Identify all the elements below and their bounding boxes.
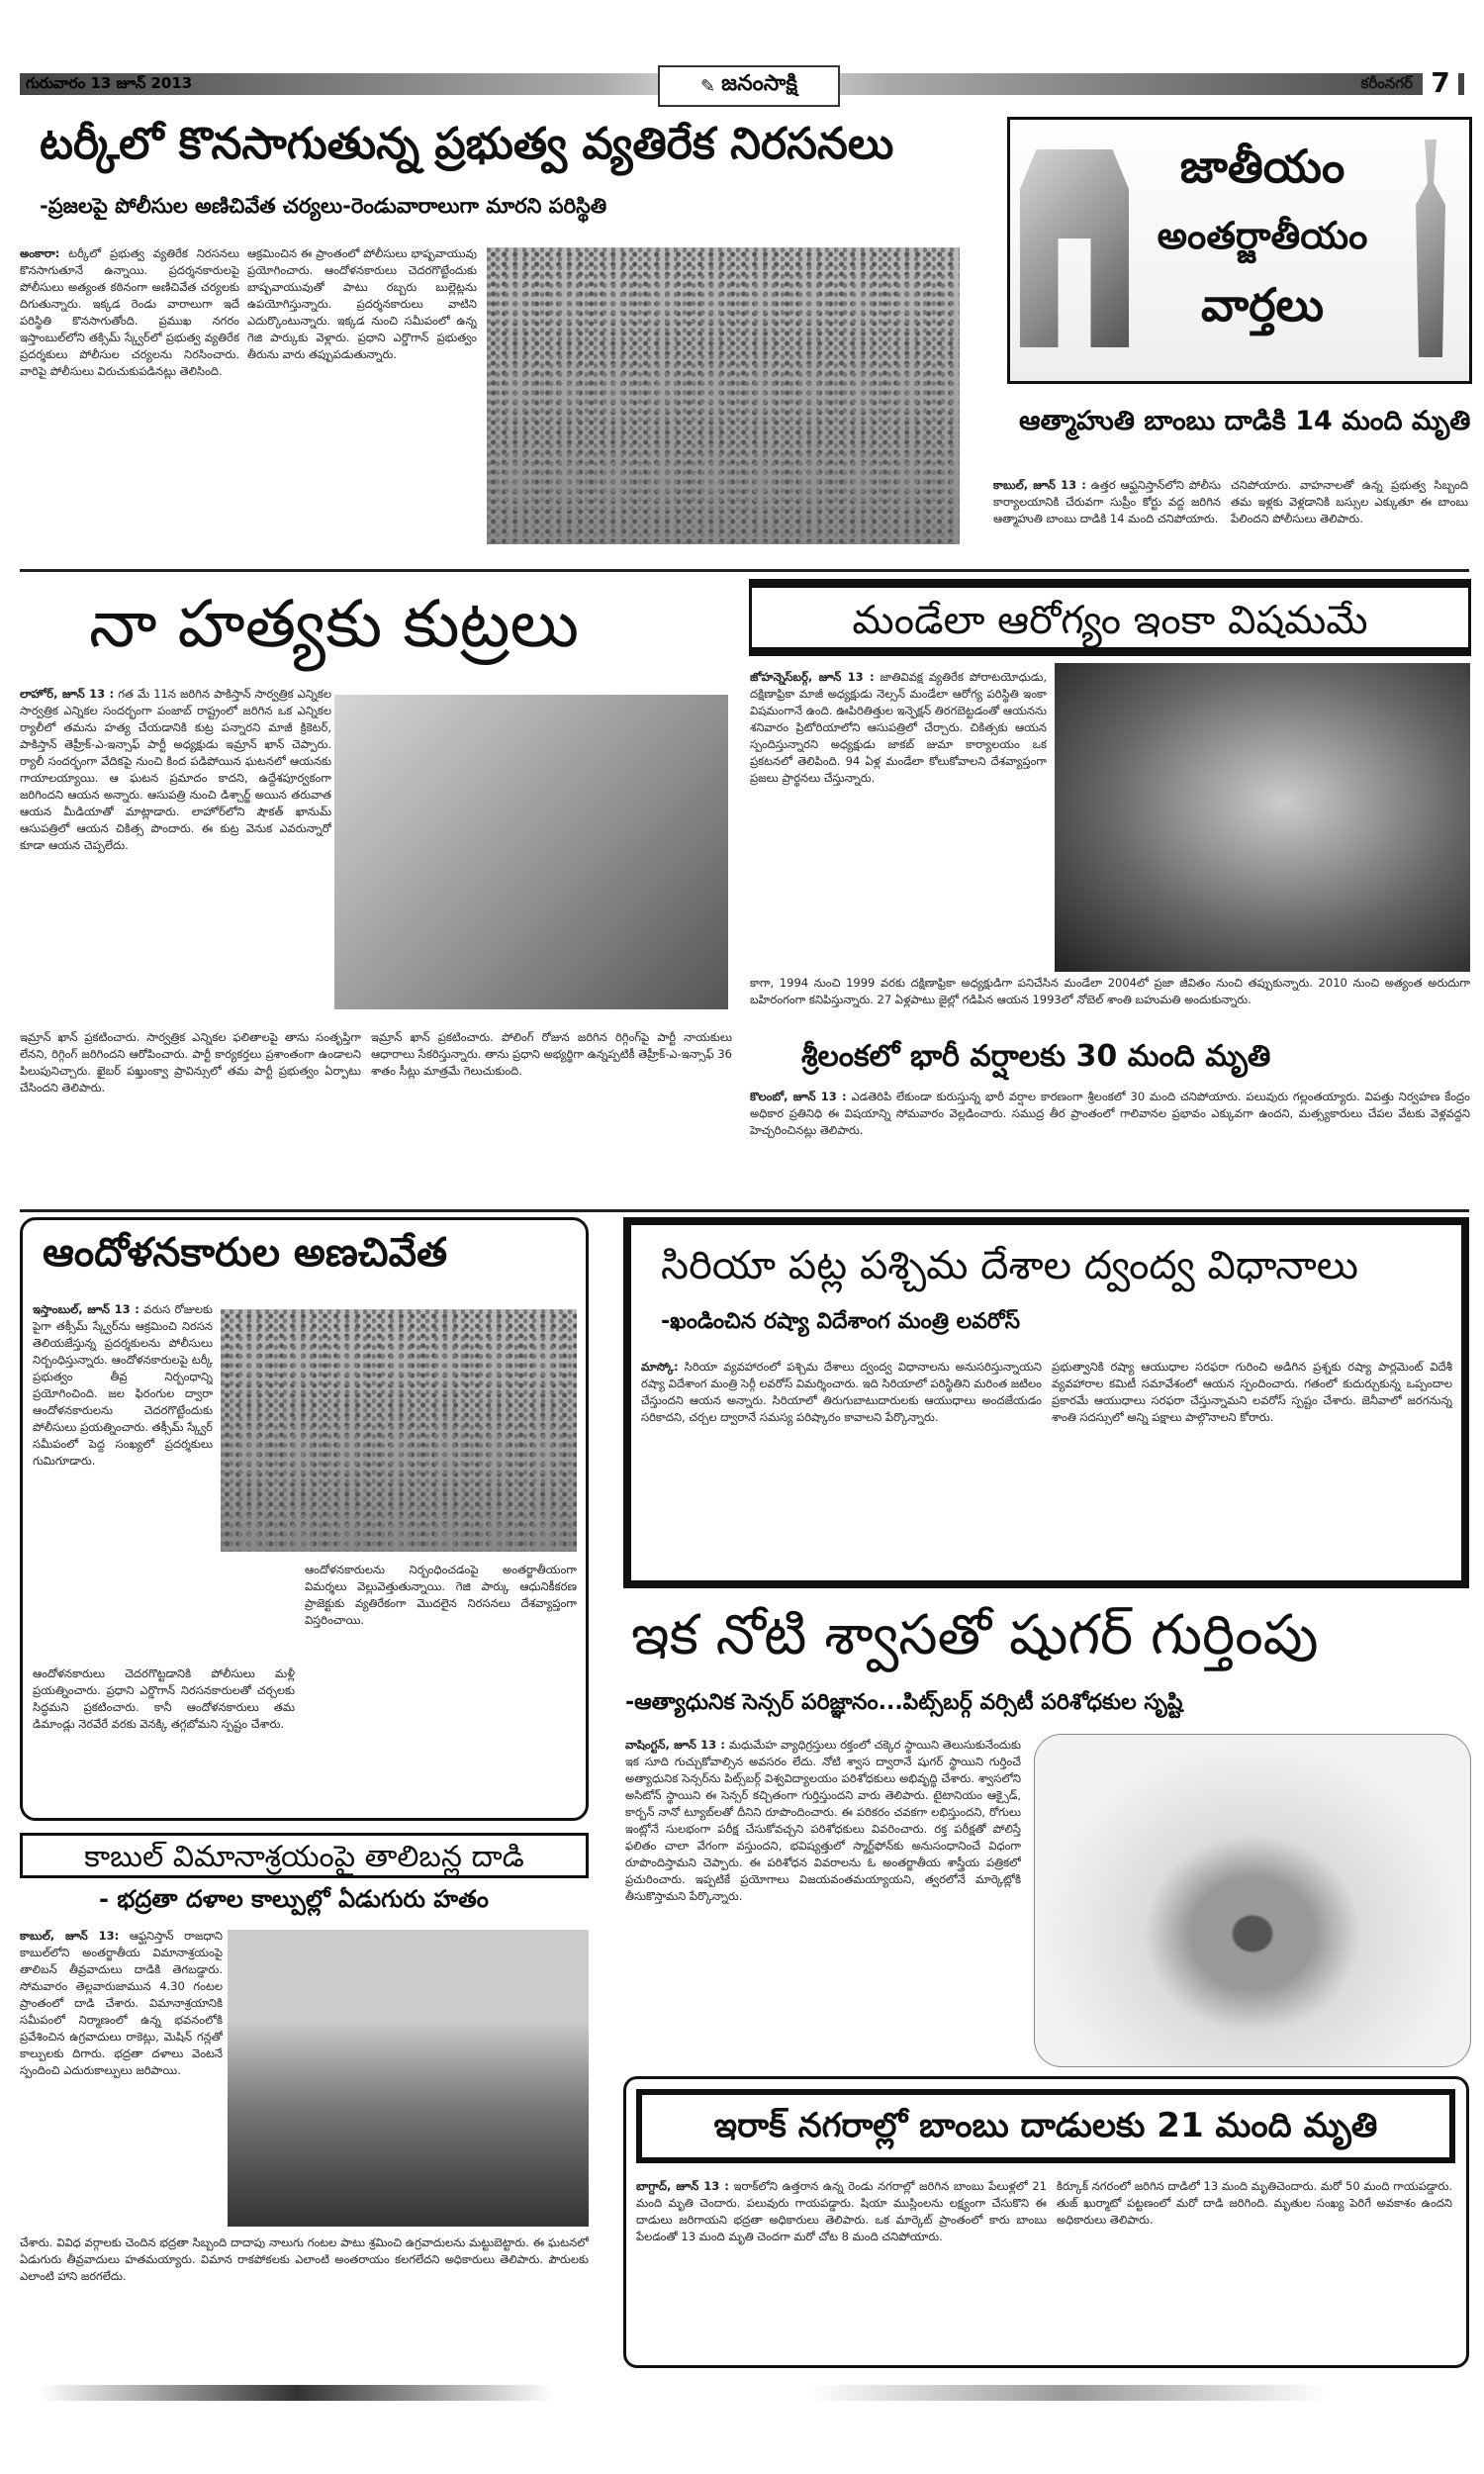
kabul-airport-soldiers-photo (228, 1930, 589, 2227)
iraq-dateline: బాగ్దాద్, జూన్ 13 : (636, 2179, 729, 2193)
page-number: 7 (1423, 63, 1458, 103)
sugar-subhead: -ఆత్యాధునిక సెన్సర్ పరిజ్ఞానం...పిట్స్‌బర్గ్ వర్సిటీ పరిశోధకుల సృష్టి (625, 1690, 1183, 1715)
kabul-airport-col2: చేశారు. వివిధ వర్గాలకు చెందిన భద్రతా సిబ్బంది దాదాపు నాలుగు గంటల పాటు శ్రమించి ఉగ్రవాదులను మట్టుబెట్టారు. ఈ ఘటనలో ఏడుగురు తీవ్రవాదులు హతమయ్యారు. విమాన రాకపోకలకు ఎలాంటి అంతరాయం కలగలేదని అధికారులు తెలిపారు. పౌరులకు ఎలాంటి హాని జరగలేదు. (20, 2236, 589, 2283)
protesters-photo (221, 1309, 577, 1552)
divider (20, 569, 1469, 572)
edition-name: కరీంనగర్ (1360, 74, 1413, 92)
turkey-subhead: -ప్రజలపై పోలీసుల అణిచివేత చర్యలు-రెండువారాలుగా మారని పరిస్థితి (40, 194, 607, 218)
protesters-dateline: ఇస్తాంబుల్, జూన్ 13 : (33, 1302, 139, 1316)
protesters-headline: ఆందోళనకారుల అణచివేత (43, 1230, 448, 1276)
mandela-wide-text: కాగా, 1994 నుంచి 1999 వరకు దక్షిణాఫ్రికా అధ్యక్షుడిగా పనిచేసిన మండేలా 2004లో ప్రజా జీవితం నుంచి తప్పుకున్నారు. 2010 నుంచి అత్యంత అరుదుగా బహిరంగంగా కనిపిస్తున్నారు. 27 ఏళ్లపాటు జైల్లో గడిపిన ఆయన 1993లో నోబెల్ శాంతి బహుమతి అందుకున్నారు. (750, 976, 1470, 1006)
india-gate-icon (1020, 149, 1129, 347)
syria-col1: మాస్కో: సిరియా వ్యవహారంలో పశ్చిమ దేశాలు ద్వంద్వ విధానాలను అనుసరిస్తున్నాయని రష్యా విదేశాంగ మంత్రి సెర్గీ లవరోస్ విమర్శించారు. ఇది సిరియాలో పరిస్థితిని మరింత జటిలం చేస్తుందని ఆయన అన్నారు. సిరియాలో తిరుగుబాటుదారులకు ఆయుధాలు అందజేయడం సరికాదని, చర్చల ద్వారానే సమస్య పరిష్కారం కావాలని పేర్కొన్నారు. (641, 1360, 1042, 1424)
syria-box (623, 1217, 1469, 1588)
footer-bar-left (40, 2385, 554, 2401)
kabul-blast-col1: కాబుల్, జూన్ 13 : ఉత్తర ఆఫ్ఘనిస్తాన్‌లోని పోలీసు కార్యాలయానికి చేరువగా సుప్రీం కోర్టు వద్ద జరిగిన ఆత్మాహుతి బాంబు దాడికి 14 మంది చనిపోయారు. (993, 478, 1221, 525)
paper-name: ✎ జనంసాక్షి (658, 65, 840, 107)
banner-line-1: జాతీయం (1179, 140, 1345, 193)
banner-line-2: అంతర్జాతీయం (1157, 213, 1368, 257)
imran-col-bottom-1: ఇమ్రాన్ ఖాన్ ప్రకటించారు. సార్వత్రిక ఎన్నికల ఫలితాలపై తాను సంతృప్తిగా లేనని, రిగ్గింగ్ జరిగిందని ఆరోపించారు. పార్టీ కార్యకర్తలు ప్రశాంతంగా ఉండాలని పిలుపునిచ్చారు. ఖైబర్ పఖ్తుంక్వా ప్రావిన్సులో తమ పార్టీ ప్రభుత్వం ఏర్పాటు చేసిందని తెలిపారు. (20, 1030, 361, 1094)
kabul-airport-headline: కాబుల్ విమానాశ్రయంపై తాలిబన్ల దాడి (20, 1833, 589, 1878)
protesters-col-right: ఆందోళనకారులను నిర్బంధించడంపై అంతర్జాతీయంగా విమర్శలు వెల్లువెత్తుతున్నాయి. గెజి పార్కు ఆధునికీకరణ ప్రాజెక్టుకు వ్యతిరేకంగా మొదలైన నిరసనలు దేశవ్యాప్తంగా విస్తరించాయి. (305, 1563, 577, 1627)
iraq-headline-bar (636, 2089, 1455, 2163)
imran-khan-photo (334, 695, 728, 1009)
iraq-headline: ఇరాక్ నగరాల్లో బాంబు దాడులకు 21 మంది మృతి (642, 2095, 1449, 2157)
mandela-headline: మండేలా ఆరోగ్యం ఇంకా విషమమే (749, 585, 1471, 650)
turkey-col2: ఆక్రమించిన ఈ ప్రాంతంలో పోలీసులు భాష్పవాయువు ప్రయోగించారు. ఆందోళనకారులు చెదరగొట్టేందుకు బాష్పవాయువుతో పాటు రబ్బరు బుల్లెట్లను ఉపయోగిస్తున్నారు. ప్రదర్శనకారులు వాటిని ఎదుర్కొంటున్నారు. ఇక్కడ నుంచి సమీపంలో ఉన్న గెజి పార్కుకు వెళ్లారు. ప్రధాని ఎర్డొగాన్ ప్రభుత్వం తీరును వారు తప్పుపడుతున్నారు. (247, 246, 477, 361)
srilanka-body: కొలంబో, జూన్ 13 : ఎడతెరిపి లేకుండా కురుస్తున్న భారీ వర్షాల కారణంగా శ్రీలంకలో 30 మంది చనిపోయారు. పలువురు గల్లంతయ్యారు. విపత్తు నిర్వహణ కేంద్రం అధికార ప్రతినిధి ఈ విషయాన్ని సోమవారం వెల్లడించారు. సముద్ర తీర ప్రాంతంలో గాలివానల ప్రభావం ఎక్కువగా ఉందని, మత్స్యకారులు చేపల వేటకు వెళ్లవద్దని హెచ్చరించినట్లు తెలిపారు. (750, 1090, 1470, 1137)
imran-col-bottom-2: ఇమ్రాన్ ఖాన్ ప్రకటించారు. పోలింగ్ రోజున జరిగిన రిగ్గింగ్‌పై పార్టీ నాయకులు ఆధారాలు సేకరిస్తున్నారు. తాను ప్రధాని అభ్యర్థిగా ఉన్నప్పటికీ తెహ్రీక్-ఎ-ఇన్సాఫ్ 36 శాతం సీట్లు మాత్రమే గెలుచుకుంది. (371, 1030, 732, 1078)
paper-logo-icon: ✎ (700, 75, 716, 97)
statue-of-liberty-icon (1401, 140, 1460, 357)
sugar-mouth-photo (1034, 1734, 1471, 2067)
turkey-dateline: అంకారా: (20, 246, 60, 260)
mandela-photo (1055, 663, 1470, 972)
divider (20, 1209, 1469, 1212)
syria-dateline: మాస్కో: (641, 1360, 679, 1374)
kabul-blast-dateline: కాబుల్, జూన్ 13 : (993, 478, 1086, 492)
mandela-headline-bar (749, 579, 1471, 656)
turkey-crowd-photo (487, 247, 960, 544)
kabul-blast-col2: చనిపోయారు. వాహనాలతో ఉన్న ప్రభుత్వ సిబ్బంది తమ ఇళ్లకు వెళ్లడానికి బస్సుల ఎక్కుతూ ఈ బాంబు పేలిందని పోలీసులు తెలిపారు. (1231, 478, 1468, 525)
iraq-col1: బాగ్దాద్, జూన్ 13 : ఇరాక్‌లోని ఉత్తరాన ఉన్న రెండు నగరాల్లో జరిగిన బాంబు పేలుళ్లలో 21 మంది మృతి చెందారు. పలువురు గాయపడ్డారు. షియా ముస్లింలను లక్ష్యంగా చేసుకొని ఈ దాడులు జరిగాయని భద్రతా అధికారులు తెలిపారు. ఒక మార్కెట్ ప్రాంతంలో కారు బాంబు పేలడంతో 13 మంది మృతి చెందగా మరో చోట 8 మంది చనిపోయారు. (636, 2179, 1047, 2243)
syria-subhead: -ఖండించిన రష్యా విదేశాంగ మంత్రి లవరోస్ (661, 1309, 1021, 1334)
syria-headline: సిరియా పట్ల పశ్చిమ దేశాల ద్వంద్వ విధానాలు (661, 1243, 1358, 1288)
srilanka-dateline: కొలంబో, జూన్ 13 : (750, 1090, 847, 1103)
banner-line-3: వార్తలు (1200, 278, 1325, 332)
issue-date: గురువారం 13 జూన్ 2013 (26, 74, 193, 92)
iraq-box (623, 2076, 1469, 2368)
mandela-dateline: జోహన్నెస్‌బర్గ్, జూన్ 13 : (750, 670, 875, 684)
footer-bar-right (811, 2385, 1326, 2401)
iraq-col2: కిర్కూక్ నగరంలో జరిగిన దాడిలో 13 మంది మృతిచెందారు. మరో 50 మంది గాయపడ్డారు. తుజ్ ఖుర్మాటో పట్టణంలో మరో దాడి జరిగింది. మృతుల సంఖ్య పెరిగే అవకాశం ఉందని అధికారులు తెలిపారు. (1057, 2179, 1452, 2227)
srilanka-headline: శ్రీలంకలో భారీ వర్షాలకు 30 మంది మృతి (801, 1039, 1271, 1074)
kabul-airport-dateline: కాబుల్, జూన్ 13: (20, 1929, 120, 1943)
world-news-banner (1007, 117, 1472, 384)
turkey-col1: అంకారా: టర్కీలో ప్రభుత్వ వ్యతిరేక నిరసనలు కొనసాగుతూనే ఉన్నాయి. ప్రదర్శనకారులపై పోలీసులు అత్యంత కఠినంగా అణిచివేత చర్యలకు దిగుతున్నారు. ఇక్కడ రెండు వారాలుగా ఇదే పరిస్థితి కొనసాగుతోంది. ప్రముఖ నగరం ఇస్తాంబుల్‌లోని తక్సిమ్ స్క్వేర్‌లో ప్రభుత్వ వ్యతిరేక ప్రదర్శకులు పోలీసుల చర్యలను నిరసించారు. వారిపై పోలీసులు విరుచుకుపడినట్లు తెలిసింది. (20, 246, 239, 378)
protesters-col-left: ఇస్తాంబుల్, జూన్ 13 : వరుస రోజులకు పైగా తక్సీమ్ స్క్వేర్‌ను ఆక్రమించి నిరసన తెలియజేస్తున్న ప్రదర్శకులను పోలీసులు నిర్బంధిస్తున్నారు. ఆందోళనకారులపై టర్కీ ప్రభుత్వం తీవ్ర నిర్బంధాన్ని ప్రయోగించింది. జల ఫిరంగుల ద్వారా ఆందోళనకారులను చెదరగొట్టేందుకు పోలీసులు ప్రయత్నించారు. తక్సీమ్ స్క్వేర్ సమీపంలో పెద్ద సంఖ్యలో ప్రదర్శకులు గుమిగూడారు. (33, 1302, 213, 1468)
kabul-airport-headline-bar (20, 1833, 589, 1878)
mandela-col: జోహన్నెస్‌బర్గ్, జూన్ 13 : జాతివివక్ష వ్యతిరేక పోరాటయోధుడు, దక్షిణాఫ్రికా మాజీ అధ్యక్షుడు నెల్సన్ మండేలా ఆరోగ్య పరిస్థితి ఇంకా విషమంగానే ఉంది. ఊపిరితిత్తుల ఇన్ఫెక్షన్ తిరగబెట్టడంతో ఆయనను శనివారం ప్రిటోరియాలోని ఆసుపత్రిలో చేర్చారు. చికిత్సకు ఆయన స్పందిస్తున్నారని అధ్యక్షుడు జాకబ్ జుమా కార్యాలయం ఒక ప్రకటనలో తెలిపింది. 94 ఏళ్ల మండేలా కోలుకోవాలని దేశవ్యాప్తంగా ప్రజలు ప్రార్థనలు చేస్తున్నారు. (750, 670, 1047, 785)
imran-headline: నా హత్యకు కుట్రలు (89, 586, 580, 662)
kabul-airport-col1: కాబుల్, జూన్ 13: ఆఫ్ఘనిస్తాన్ రాజధాని కాబుల్‌లోని అంతర్జాతీయ విమానాశ్రయంపై తాలిబన్ తీవ్రవాదులు దాడికి తెగబడ్డారు. సోమవారం తెల్లవారుజామున 4.30 గంటల ప్రాంతంలో దాడి చేశారు. విమానాశ్రయానికి సమీపంలో నిర్మాణంలో ఉన్న భవనంలోకి ప్రవేశించిన ఉగ్రవాదులు రాకెట్లు, మెషిన్ గన్లతో కాల్పులకు దిగారు. భద్రతా దళాలు వెంటనే స్పందించి ఎదురుకాల్పులు జరిపాయి. (20, 1929, 223, 2077)
kabul-blast-headline: ఆత్మాహుతి బాంబు దాడికి 14 మంది మృతి (1019, 406, 1471, 436)
imran-dateline: లాహోర్, జూన్ 13 : (20, 687, 115, 701)
sugar-headline: ఇక నోటి శ్వాసతో షుగర్ గుర్తింపు (631, 1603, 1319, 1667)
imran-col-left: లాహోర్, జూన్ 13 : గత మే 11న జరిగిన పాకిస్తాన్ సార్వత్రిక ఎన్నికల సార్వత్రిక ఎన్నికల సందర్భంగా పంజాబ్ రాష్ట్రంలో జరిగిన ఒక ఎన్నికల ర్యాలీలో తమను హత్య చేయడానికి కుట్ర పన్నారని మాజీ క్రికెటర్, పాకిస్తాన్ తెహ్రీక్-ఎ-ఇన్సాఫ్ పార్టీ అధ్యక్షుడు ఇమ్రాన్ ఖాన్ చెప్పారు. ర్యాలీ సందర్భంగా వేదికపై నుంచి కింద పడిపోయిన ఘటనలో ఆయనకు గాయాలయ్యాయి. ఆ ఘటన ప్రమాదం కాదని, ఉద్దేశపూర్వకంగా జరిగిందని ఆయన అన్నారు. ఆసుపత్రి నుంచి డిశ్చార్జ్ అయిన తరువాత ఆయన మీడియాతో మాట్లాడారు. లాహోర్‌లోని షౌకత్ ఖానుమ్ ఆసుపత్రిలో ఆయన చికిత్స పొందారు. ఈ కుట్ర వెనుక ఎవరున్నారో కూడా ఆయన చెప్పలేదు. (20, 687, 331, 852)
syria-col2: ప్రభుత్వానికి రష్యా ఆయుధాల సరఫరా గురించి అడిగిన ప్రశ్నకు రష్యా పార్లమెంట్ విదేశీ వ్యవహారాల కమిటీ సమావేశంలో ఆయన స్పందించారు. గతంలో కుదుర్చుకున్న ఒప్పందాల ప్రకారమే ఆయుధాలు సరఫరా చేస్తున్నామని లవరోస్ స్పష్టం చేశారు. జెనీవాలో జరగనున్న శాంతి సదస్సులో అన్ని పక్షాలు పాల్గొనాలని కోరారు. (1052, 1360, 1452, 1424)
masthead (20, 61, 1464, 105)
turkey-headline: టర్కీలో కొనసాగుతున్న ప్రభుత్వ వ్యతిరేక నిరసనలు (40, 119, 894, 169)
protesters-box (20, 1217, 589, 1821)
sugar-dateline: వాషింగ్టన్, జూన్ 13 : (625, 1738, 725, 1752)
sugar-body: వాషింగ్టన్, జూన్ 13 : మధుమేహ వ్యాధిగ్రస్తులు రక్తంలో చక్కెర స్థాయిని తెలుసుకునేందుకు ఇక సూది గుచ్చుకోవాల్సిన అవసరం లేదు. నోటి శ్వాస ద్వారానే షుగర్ స్థాయిని గుర్తించే అత్యాధునిక సెన్సర్‌ను పిట్స్‌బర్గ్ విశ్వవిద్యాలయం పరిశోధకులు అభివృద్ధి చేశారు. శ్వాసలోని అసిటోన్ స్థాయిని ఈ సెన్సర్ కచ్చితంగా గుర్తిస్తుందని వారు తెలిపారు. టైటానియం ఆక్సైడ్, కార్బన్ నానో ట్యూబ్‌లతో దీనిని రూపొందించారు. ఈ పరికరం చవకగా లభిస్తుందని, రోగులు ఇంట్లోనే సులభంగా పరీక్ష చేసుకోవచ్చని పరిశోధకులు వివరించారు. రక్త పరీక్షతో పోలిస్తే ఫలితం చాలా వేగంగా వస్తుందని, భవిష్యత్తులో స్మార్ట్‌ఫోన్‌కు అనుసంధానించే విధంగా రూపొందిస్తామని చెప్పారు. ఈ పరిశోధన వివరాలను ఓ అంతర్జాతీయ శాస్త్రీయ పత్రికలో ప్రచురించారు. ఇప్పటికే ప్రయోగాలు విజయవంతమయ్యాయని, త్వరలోనే మార్కెట్లోకి తీసుకొస్తామని పేర్కొన్నారు. (625, 1738, 1021, 1903)
kabul-airport-subhead: - భద్రతా దళాల కాల్పుల్లో ఏడుగురు హతం (99, 1885, 489, 1913)
protesters-col-mid: ఆందోళనకారులు చెదరగొట్టడానికి పోలీసులు మళ్లీ ప్రయత్నించారు. ప్రధాని ఎర్డొగాన్ నిరసనకారులతో చర్చలకు సిద్ధమని ప్రకటించారు. కానీ ఆందోళనకారులు తమ డిమాండ్లు నెరవేరే వరకు వెనక్కి తగ్గబోమని స్పష్టం చేశారు. (33, 1666, 295, 1731)
